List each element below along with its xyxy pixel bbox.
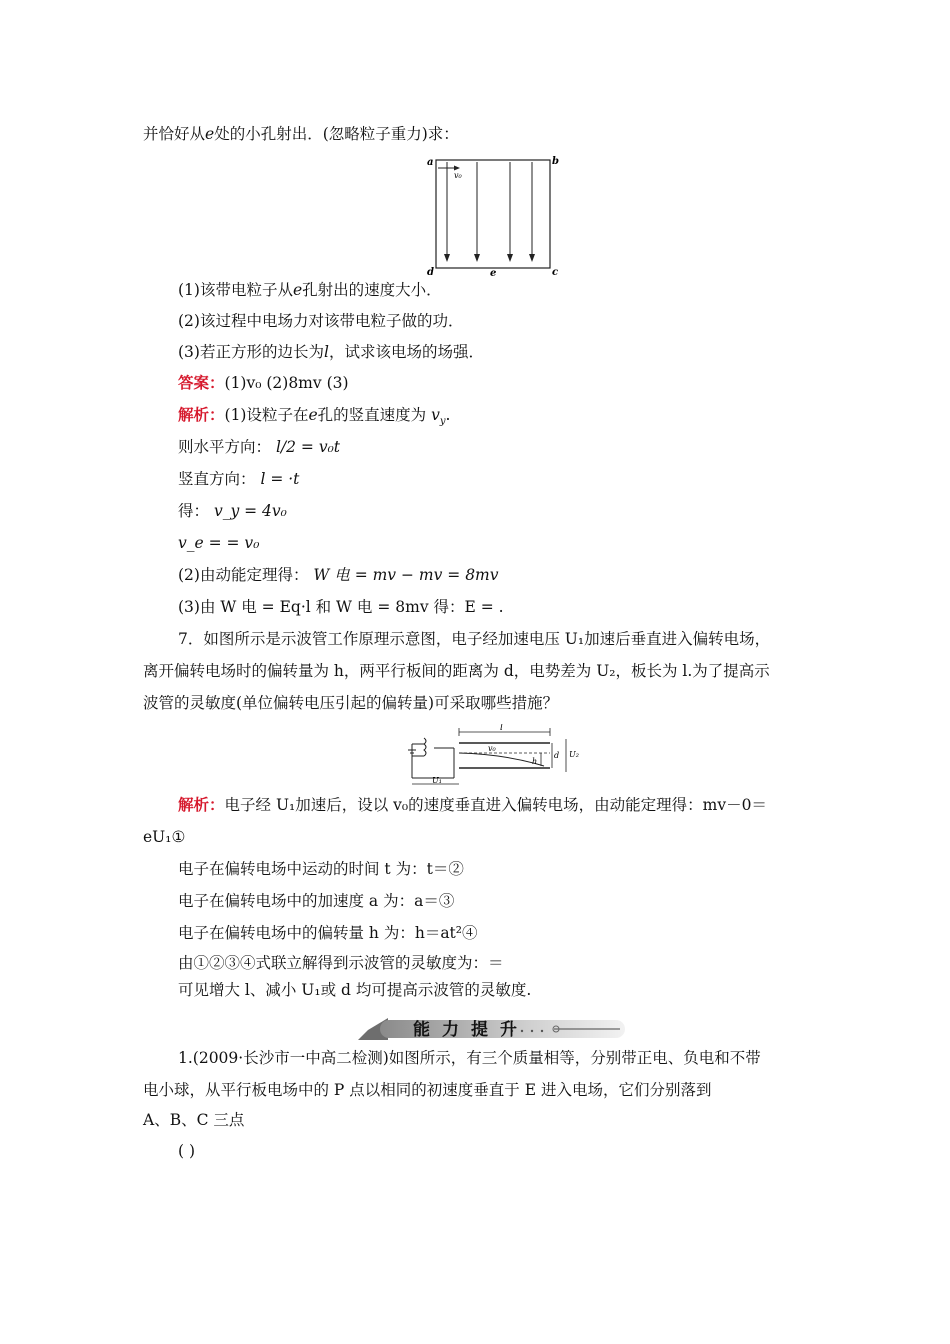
problem7-line-2: 离开偏转电场时的偏转量为 h，两平行板间的距离为 d，电势差为 U₂，板长为 l.为了提高示 bbox=[143, 662, 770, 680]
label-d: d bbox=[427, 267, 434, 278]
label-l: l bbox=[500, 724, 503, 733]
analysis7-line-1: 解析：电子经 U₁加速后，设以 v₀的速度垂直进入偏转电场，由动能定理得：mv－0＝ bbox=[178, 795, 767, 814]
analysis7-label: 解析： bbox=[178, 795, 225, 814]
analysis-line-1: 解析：(1)设粒子在e孔的竖直速度为 $v_y$. bbox=[178, 405, 451, 428]
problem1-blank: ( ) bbox=[178, 1142, 196, 1160]
section-title: 能力提升 bbox=[413, 1020, 529, 1040]
label-v0-2: v₀ bbox=[488, 744, 496, 753]
source-circuit bbox=[408, 738, 454, 778]
intro-text: 并恰好从 bbox=[143, 125, 206, 143]
analysis-label: 解析： bbox=[178, 405, 225, 424]
step-energy: (2)由动能定理得： W 电 = mv − mv = 8mv bbox=[178, 566, 499, 584]
label-a: a bbox=[427, 157, 434, 168]
label-c: c bbox=[552, 267, 559, 278]
label-U2: U₂ bbox=[569, 750, 579, 759]
intro-text-end: 处的小孔射出．(忽略粒子重力)求： bbox=[214, 125, 459, 143]
analysis7-line-2: eU₁① bbox=[143, 828, 186, 846]
step-horizontal: 则水平方向： l/2 = v₀t bbox=[178, 438, 341, 456]
square-field-figure bbox=[420, 150, 570, 280]
problem7-line-3: 波管的灵敏度(单位偏转电压引起的偏转量)可采取哪些措施？ bbox=[143, 694, 559, 712]
problem7-line-1: 7．如图所示是示波管工作原理示意图，电子经加速电压 U₁加速后垂直进入偏转电场， bbox=[178, 630, 771, 648]
label-U1: U₁ bbox=[432, 776, 442, 785]
step-ve: v_e = = v₀ bbox=[178, 534, 260, 552]
intro-e: e bbox=[205, 125, 215, 143]
analysis7-line-3: 电子在偏转电场中运动的时间 t 为：t＝② bbox=[178, 860, 464, 878]
problem1-line-2: 电小球，从平行板电场中的 P 点以相同的初速度垂直于 E 进入电场，它们分别落到 bbox=[143, 1081, 712, 1099]
step-vertical: 竖直方向： l = ·t bbox=[178, 470, 300, 488]
question-3: (3)若正方形的边长为l，试求该电场的场强． bbox=[178, 343, 484, 361]
step-result: 得： v_y = 4v₀ bbox=[178, 502, 287, 520]
section-banner bbox=[358, 1012, 630, 1040]
label-b: b bbox=[552, 156, 559, 167]
question-1: (1)该带电粒子从e孔射出的速度大小． bbox=[178, 281, 442, 299]
label-h: h bbox=[532, 757, 538, 766]
problem1-line-1: 1.(2009·长沙市一中高二检测)如图所示，有三个质量相等，分别带正电、负电和不带 bbox=[178, 1049, 761, 1067]
answer-label: 答案： bbox=[178, 373, 225, 392]
intro-line bbox=[143, 124, 459, 144]
answer-text: (1)v₀ (2)8mv (3) bbox=[224, 374, 349, 392]
label-v0: v₀ bbox=[454, 171, 462, 180]
label-e: e bbox=[490, 268, 497, 279]
analysis7-line-4: 电子在偏转电场中的加速度 a 为：a＝③ bbox=[178, 892, 455, 910]
answer-line bbox=[178, 373, 349, 393]
question-2: (2)该过程中电场力对该带电粒子做的功． bbox=[178, 312, 464, 330]
label-d-2: d bbox=[554, 751, 560, 760]
analysis7-line-7: 可见增大 l、减小 U₁或 d 均可提高示波管的灵敏度. bbox=[178, 981, 532, 999]
step-field: (3)由 W 电 = Eq·l 和 W 电 = 8mv 得：E = . bbox=[178, 598, 504, 616]
analysis7-line-5: 电子在偏转电场中的偏转量 h 为：h＝at²④ bbox=[178, 924, 478, 942]
analysis7-line-6: 由①②③④式联立解得到示波管的灵敏度为：＝ bbox=[178, 954, 504, 972]
problem1-line-3: A、B、C 三点 bbox=[143, 1111, 245, 1129]
field-arrowheads bbox=[444, 254, 535, 262]
oscilloscope-figure bbox=[404, 724, 584, 788]
v0-arrowhead bbox=[454, 166, 460, 171]
